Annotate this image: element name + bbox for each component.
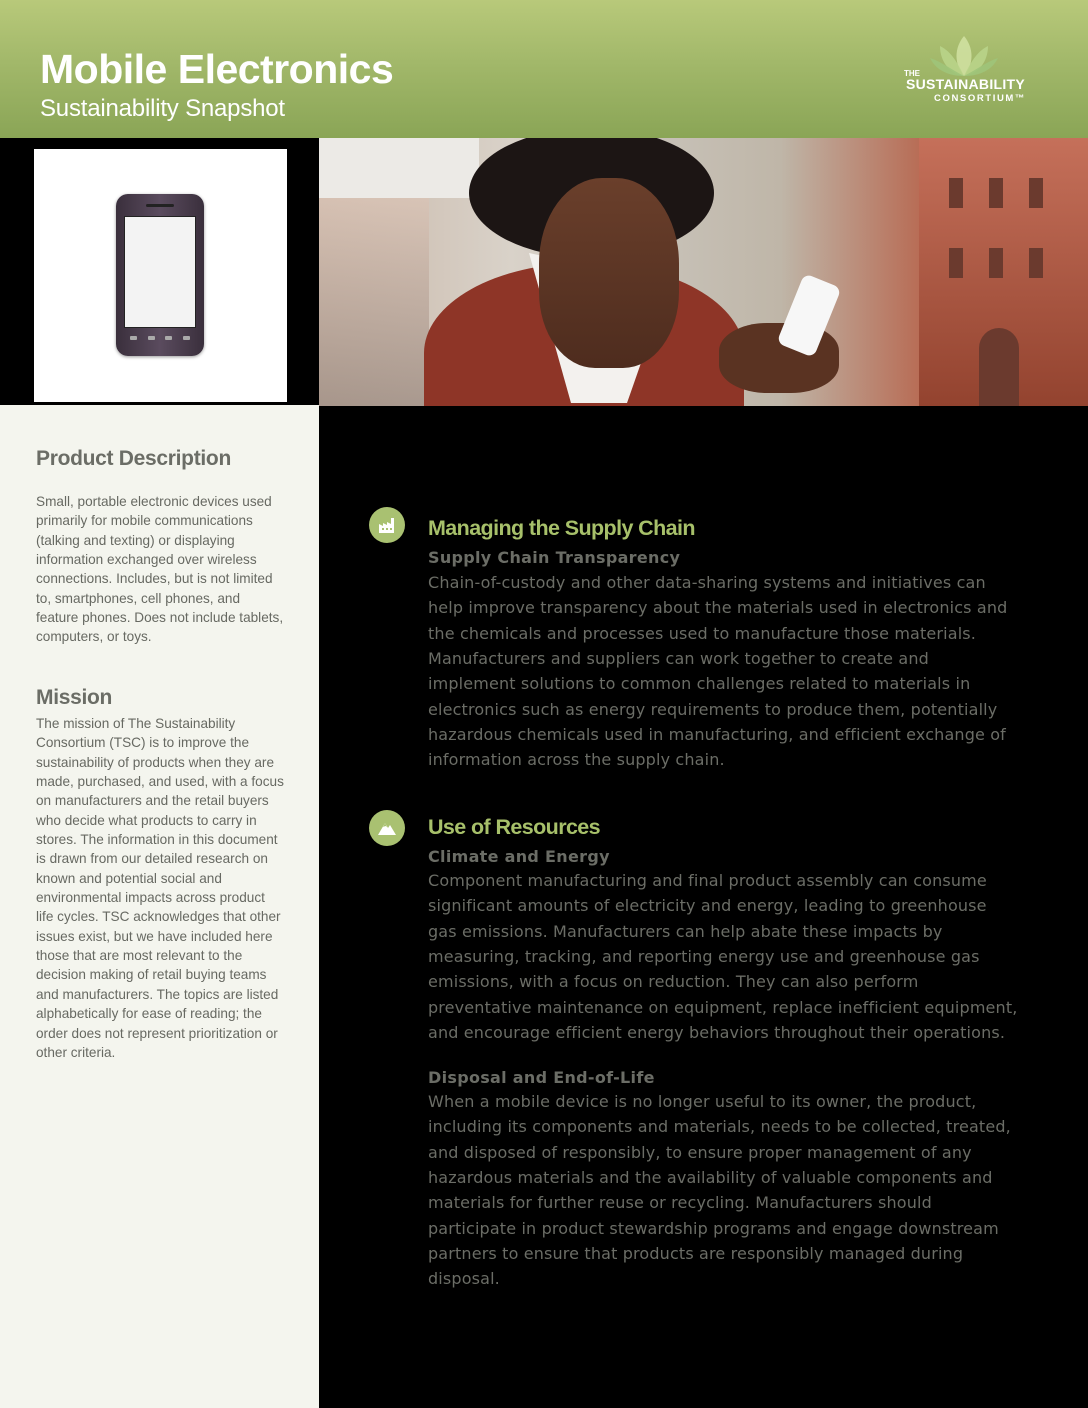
logo-text-consortium: CONSORTIUM™ [934, 93, 1027, 104]
disposal-heading: Disposal and End-of-Life [428, 1068, 655, 1087]
lifestyle-photo [319, 138, 1088, 406]
use-of-resources-title: Use of Resources [428, 815, 601, 839]
photo-building-left [319, 198, 429, 406]
page-header [0, 0, 1088, 138]
sidebar [0, 405, 319, 1408]
climate-energy-text: Component manufacturing and final product assembly can consume significant amounts of electricity and energy, leading to greenhouse gas emissions. Manufacturers can help abate these impacts by measuring, tracking, and reporting energy use and greenhouse gas emissions, with a focus on reduction. They can also perform preventative maintenance on equipment, replace inefficient equipment, and encourage efficient energy behaviors throughout their operations. [428, 871, 1018, 1043]
supply-chain-title: Managing the Supply Chain [428, 516, 695, 540]
smartphone-illustration [116, 194, 204, 356]
photo-person-face [539, 178, 679, 368]
mountain-icon [369, 810, 405, 846]
sustainability-consortium-logo [900, 34, 1030, 110]
product-image [34, 149, 287, 402]
page-subtitle: Sustainability Snapshot [40, 95, 285, 122]
factory-icon [369, 507, 405, 543]
disposal-text: When a mobile device is no longer useful to its owner, the product, including its components and materials, needs to be collected, treated, and disposed of responsibly, to ensure proper management of any hazardous materials and the availability of valuable components and materials for further reuse or recycling. Manufacturers should participate in product stewardship programs and engage downstream partners to ensure that products are responsibly managed during disposal. [428, 1092, 1011, 1289]
phone-speaker [146, 204, 174, 207]
product-description-text: Small, portable electronic devices used primarily for mobile communications (talking and texting) or displaying information exchanged over wireless connections. Includes, but is not limited to, smartphones, cell phones, and feature phones. Does not include tablets, computers, or toys. [36, 494, 284, 645]
phone-screen [124, 216, 196, 328]
page-title: Mobile Electronics [40, 46, 394, 92]
photo-building-right [919, 138, 1088, 406]
logo-text-the: THE [904, 69, 920, 78]
lotus-icon [924, 34, 1004, 78]
phone-buttons [130, 336, 190, 342]
supply-chain-transparency-heading: Supply Chain Transparency [428, 548, 681, 567]
mission-heading: Mission [36, 686, 113, 709]
logo-text-sustainability: SUSTAINABILITY [906, 76, 1026, 92]
supply-chain-text: Chain-of-custody and other data-sharing systems and initiatives can help improve transparency about the materials used in electronics and the chemicals and processes used to manufacture those materials. Manufacturers and suppliers can work together to create and implement solutions to common challenges related to materials in electronics such as energy requirements to produce them, potentially hazardous chemicals used in manufacturing, and efficient exchange of information across the supply chain. [428, 573, 1008, 770]
climate-energy-heading: Climate and Energy [428, 847, 610, 866]
product-description-heading: Product Description [36, 447, 231, 470]
photo-sky [319, 138, 479, 198]
mission-text: The mission of The Sustainability Consortium (TSC) is to improve the sustainability of products when they are made, purchased, and used, with a focus on manufacturers and the retail buyers who decide what products to carry in stores. The information in this document is drawn from our detailed research on known and potential social and environmental impacts across product life cycles. TSC acknowledges that other issues exist, but we have included here those that are most relevant to the decision making of retail buying teams and manufacturers. The topics are listed alphabetically for ease of reading; the order does not represent prioritization or other criteria. [36, 716, 284, 1060]
